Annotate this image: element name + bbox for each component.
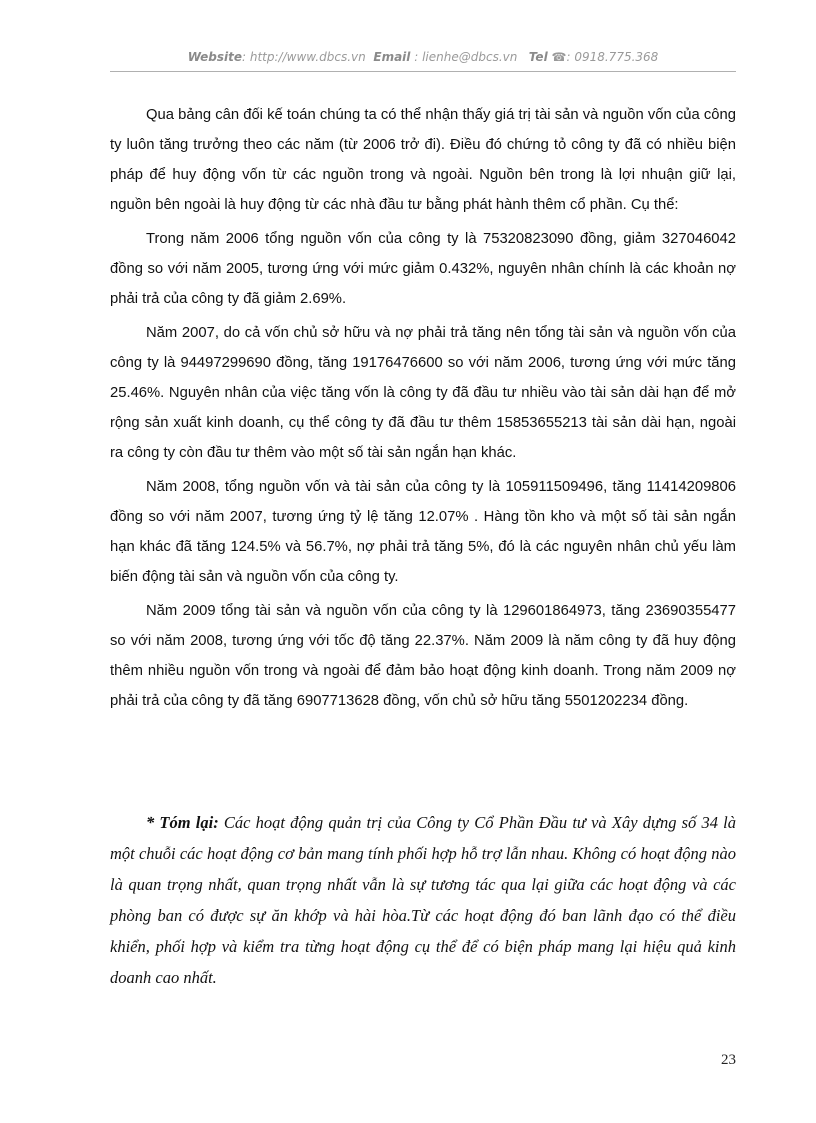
paragraph-intro: Qua bảng cân đối kế toán chúng ta có thể nhận thấy giá trị tài sản và nguồn vốn của công ty luôn tăng trưởng theo các năm (từ 2006 trở đi). Điều đó chứng tỏ công ty đã có nhiều biện pháp để huy động vốn từ các nguồn trong và ngoài. Nguồn bên trong là lợi nhuận giữ lại, nguồn bên ngoài là huy động từ các nhà đầu tư bằng phát hành thêm cổ phần. Cụ thể: [110,107,736,213]
paragraph-2006: Trong năm 2006 tổng nguồn vốn của công ty là 75320823090 đồng, giảm 327046042 đồng so với năm 2005, tương ứng với mức giảm 0.432%, nguyên nhân chính là các khoản nợ phải trả của công ty đã giảm 2.69%. [110,231,736,307]
paragraph-2009: Năm 2009 tổng tài sản và nguồn vốn của công ty là 129601864973, tăng 23690355477 so với năm 2008, tương ứng với tốc độ tăng 22.37%. Năm 2009 là năm công ty đã huy động thêm nhiều nguồn vốn trong và ngoài để đảm bảo hoạt động kinh doanh. Trong năm 2009 nợ phải trả của công ty đã tăng 6907713628 đồng, vốn chủ sở hữu tăng 5501202234 đồng. [110,603,736,709]
summary-lead: * Tóm lại: [146,813,219,832]
email-value: : lienhe@dbcs.vn [414,50,518,64]
email-label: Email [373,50,411,64]
tel-label: Tel [528,50,548,64]
summary-section [110,807,736,993]
paragraph-2008: Năm 2008, tổng nguồn vốn và tài sản của công ty là 105911509496, tăng 11414209806 đồng so với năm 2007, tương ứng tỷ lệ tăng 12.07% . Hàng tồn kho và một số tài sản ngắn hạn khác đã tăng 124.5% và 56.7%, nợ phải trả tăng 5%, đó là các nguyên nhân chủ yếu làm biến động tài sản và nguồn vốn của công ty. [110,479,736,585]
page-number: 23 [721,1052,736,1068]
summary-text: Các hoạt động quản trị của Công ty Cổ Phần Đầu tư và Xây dựng số 34 là một chuỗi các hoạt động cơ bản mang tính phối hợp hỗ trợ lẫn nhau. Không có hoạt động nào là quan trọng nhất, quan trọng nhất vẫn là sự tương tác qua lại giữa các hoạt động và các phòng ban có được sự ăn khớp và hài hòa.Từ các hoạt động đó ban lãnh đạo có thể điều khiển, phối hợp và kiểm tra từng hoạt động cụ thể để có biện pháp mang lại hiệu quả kinh doanh cao nhất. [110,813,736,987]
tel-value: : 0918.775.368 [566,50,659,64]
phone-icon: ☎ [551,50,567,64]
summary-paragraph [110,807,736,993]
paragraph-2007: Năm 2007, do cả vốn chủ sở hữu và nợ phải trả tăng nên tổng tài sản và nguồn vốn của công ty là 94497299690 đồng, tăng 19176476600 so với năm 2006, tương ứng với mức tăng 25.46%. Nguyên nhân của việc tăng vốn là công ty đã đầu tư nhiều vào tài sản dài hạn để mở rộng sản xuất kinh doanh, cụ thể công ty đã đầu tư thêm 15853655213 tài sản dài hạn, ngoài ra công ty còn đầu tư thêm vào một số tài sản ngắn hạn khác. [110,325,736,461]
page-header [110,50,736,72]
website-label: Website [187,50,243,64]
header-divider [110,71,736,72]
website-value: : http://www.dbcs.vn [242,50,366,64]
body-text [110,100,736,716]
